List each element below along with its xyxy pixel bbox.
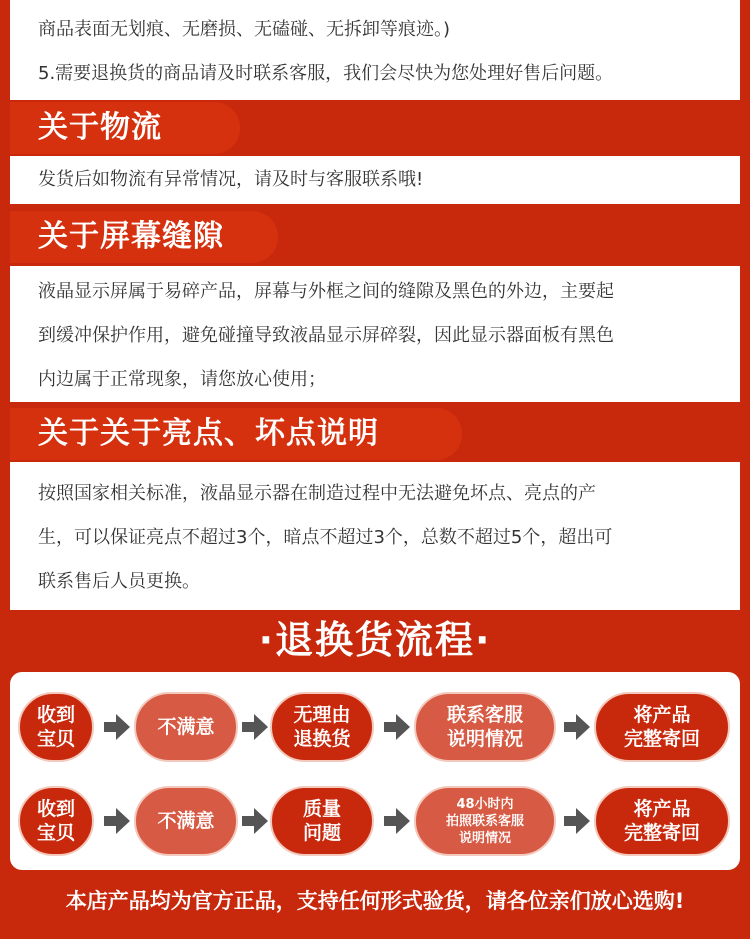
- arrow-right-icon: [384, 714, 410, 740]
- screen-gap-line: 液晶显示屏属于易碎产品，屏幕与外框之间的缝隙及黑色的外边，主要起: [38, 281, 614, 302]
- logistics-panel: [10, 156, 740, 204]
- flow-node: 质量 问题: [270, 786, 374, 856]
- screen-gap-line: 到缓冲保护作用，避免碰撞导致液晶显示屏碎裂，因此显示器面板有黑色: [38, 325, 614, 346]
- flow-node: 不满意: [134, 786, 238, 856]
- arrow-right-icon: [104, 808, 130, 834]
- logistics-header: 关于物流: [10, 102, 240, 154]
- flow-node: 收到 宝贝: [18, 692, 94, 762]
- flow-node: 将产品 完整寄回: [594, 692, 730, 762]
- arrow-right-icon: [242, 714, 268, 740]
- arrow-right-icon: [242, 808, 268, 834]
- flow-row-1: [10, 692, 740, 764]
- pixels-line: 联系售后人员更换。: [38, 571, 200, 592]
- flow-row-2: [10, 786, 740, 858]
- pixels-header: 关于关于亮点、坏点说明: [10, 408, 462, 460]
- screen-gap-header: 关于屏幕缝隙: [10, 211, 278, 263]
- screen-gap-panel: [10, 266, 740, 402]
- flow-title: ·退换货流程·: [258, 618, 492, 662]
- arrow-right-icon: [384, 808, 410, 834]
- returns-panel: [10, 0, 740, 100]
- pixels-line: 生，可以保证亮点不超过3个，暗点不超过3个，总数不超过5个，超出可: [38, 527, 613, 548]
- flow-node: 将产品 完整寄回: [594, 786, 730, 856]
- pixels-panel: [10, 462, 740, 610]
- flow-node: 不满意: [134, 692, 238, 762]
- screen-gap-line: 内边属于正常现象，请您放心使用；: [38, 369, 326, 390]
- flow-panel: [10, 672, 740, 870]
- flow-node: 收到 宝贝: [18, 786, 94, 856]
- flow-node: 无理由 退换货: [270, 692, 374, 762]
- footer-note: 本店产品均为官方正品，支持任何形式验货，请各位亲们放心选购!: [65, 889, 685, 913]
- arrow-right-icon: [104, 714, 130, 740]
- flow-node: 联系客服 说明情况: [414, 692, 556, 762]
- arrow-right-icon: [564, 714, 590, 740]
- pixels-line: 按照国家相关标准，液晶显示器在制造过程中无法避免坏点、亮点的产: [38, 483, 596, 504]
- logistics-body: 发货后如物流有异常情况，请及时与客服联系哦!: [38, 169, 424, 190]
- arrow-right-icon: [564, 808, 590, 834]
- returns-line-tail: 商品表面无划痕、无磨损、无磕碰、无拆卸等痕迹。): [38, 19, 451, 40]
- flow-node: 48小时内 拍照联系客服 说明情况: [414, 786, 556, 856]
- returns-line-5: 5.需要退换货的商品请及时联系客服，我们会尽快为您处理好售后问题。: [38, 63, 614, 84]
